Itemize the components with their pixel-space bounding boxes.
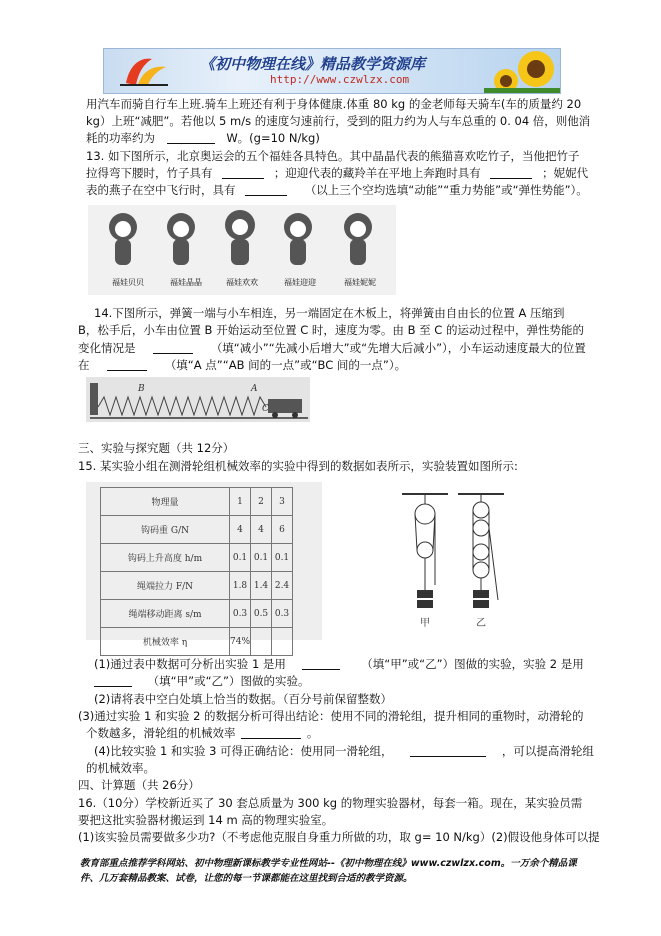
q16-line-1: 16.（10分）学校新近买了 30 套总质量为 300 kg 的物理实验器材，每套一箱。现在，某实验员需 xyxy=(78,796,583,810)
table-cell: 74% xyxy=(230,628,251,656)
q14-text-b: （填“减小”“先减小后增大”或“先增大后减小”），小车运动速度最大的位置 xyxy=(210,341,586,355)
q14-line-2: B，松手后，小车由位置 B 开始运动至位置 C 时，速度为零。由 B 至 C 的运动过程中，弹性势能的 xyxy=(78,323,584,337)
q13-blank-1[interactable] xyxy=(222,166,264,179)
fuwa-label-yingying: 福娃迎迎 xyxy=(284,278,316,287)
fuwa-figure xyxy=(88,205,396,295)
table-cell: 0.3 xyxy=(230,600,251,628)
table-row xyxy=(101,544,293,572)
spring-label-c: C xyxy=(262,404,269,414)
section-3-heading: 三、实验与探究题（共 12分） xyxy=(78,441,235,455)
q16-line-2: 要把这批实验器材搬运到 14 m 高的物理实验室。 xyxy=(78,813,334,827)
table-cell: 钩码重 G/N xyxy=(101,516,230,544)
fuwa-label-nini: 福娃妮妮 xyxy=(344,278,376,287)
banner-title: 《初中物理在线》精品教学资源库 xyxy=(200,55,426,73)
q12-text-a: 耗的功率约为 xyxy=(86,131,155,145)
table-cell[interactable] xyxy=(251,628,272,656)
q12-line-3 xyxy=(86,130,320,147)
table-cell: 钩码上升高度 h/m xyxy=(101,544,230,572)
q13-text-b: ；迎迎代表的藏羚羊在平地上奔跑时具有 xyxy=(273,166,481,180)
q15-p3-text-c: 。 xyxy=(306,726,319,740)
q15-p1-text-b: （填“甲”或“乙”）图做的实验，实验 2 是用 xyxy=(361,657,584,671)
q15-intro: 15. 某实验小组在测滑轮组机械效率的实验中得到的数据如表所示，实验装置如图所示: xyxy=(78,459,518,473)
q14-text-a: 变化情况是 xyxy=(78,341,136,355)
spring-label-b: B xyxy=(138,384,145,394)
q15-blank-3[interactable] xyxy=(241,726,301,739)
q15-part-2: (2)请将表中空白处填上恰当的数据。（百分号前保留整数） xyxy=(94,692,393,706)
q15-p4-text-b: ，可以提高滑轮组 xyxy=(501,744,594,758)
q12-line-1: 用汽车而骑自行车上班.骑车上班还有利于身体健康.体重 80 kg 的金老师每天骑车(车的质量约 20 xyxy=(86,97,582,111)
table-row xyxy=(101,488,293,516)
table-cell: 绳端移动距离 s/m xyxy=(101,600,230,628)
q13-text-d: 表的燕子在空中飞行时，具有 xyxy=(86,183,236,197)
table-row xyxy=(101,572,293,600)
banner-url: http://www.czwlzx.com xyxy=(270,73,410,86)
q15-part-4-line-1 xyxy=(94,743,594,760)
table-cell: 2.4 xyxy=(272,572,293,600)
table-cell: 绳端拉力 F/N xyxy=(101,572,230,600)
fuwa-mascots-illustration xyxy=(88,205,396,275)
q15-blank-1[interactable] xyxy=(302,657,340,670)
q15-p4-text-a: (4)比较实验 1 和实验 3 可得正确结论：使用同一滑轮组， xyxy=(94,744,393,758)
table-row xyxy=(101,600,293,628)
q14-text-d: （填“A 点”“AB 间的一点”或“BC 间的一点”）。 xyxy=(164,358,407,372)
table-cell: 4 xyxy=(230,516,251,544)
q15-part-4-line-2: 的机械效率。 xyxy=(86,761,155,775)
spring-cart-figure xyxy=(86,377,310,422)
q14-line-1: 14.下图所示，弹簧一端与小车相连，另一端固定在木板上，将弹簧由自由长的位置 A 压缩到 xyxy=(94,306,565,320)
q15-blank-4[interactable] xyxy=(410,744,486,757)
q14-line-3 xyxy=(78,340,586,357)
q15-part-1-line-1 xyxy=(94,656,584,673)
q15-p1-text-c: （填“甲”或“乙”）图做的实验。 xyxy=(147,674,310,688)
q13-line-2 xyxy=(86,165,588,182)
section-4-heading: 四、计算题（共 26分） xyxy=(78,778,200,792)
table-cell: 1.4 xyxy=(251,572,272,600)
table-cell: 2 xyxy=(251,488,272,516)
q14-line-4 xyxy=(78,357,406,374)
table-cell: 物理量 xyxy=(101,488,230,516)
fuwa-label-beibei: 福娃贝贝 xyxy=(112,278,144,287)
table-cell: 0.1 xyxy=(251,544,272,572)
pulley-label-jia: 甲 xyxy=(420,618,430,629)
table-cell: 3 xyxy=(272,488,293,516)
q15-data-table xyxy=(100,487,293,656)
q14-blank-2[interactable] xyxy=(107,358,147,371)
table-cell: 1 xyxy=(230,488,251,516)
table-row xyxy=(101,628,293,656)
footer-line-1: 教育部重点推荐学科网站、初中物理新课标教学专业性网站--《初中物理在线》www.czwlzx.com。一万余个精品课 xyxy=(80,858,577,869)
q13-blank-2[interactable] xyxy=(490,166,532,179)
table-cell[interactable] xyxy=(272,628,293,656)
table-row xyxy=(101,516,293,544)
q12-text-b: W。(g=10 N/kg) xyxy=(226,131,320,145)
fuwa-label-huanhuan: 福娃欢欢 xyxy=(226,278,258,287)
footer-line-2: 件、几万套精品教案、试卷，让您的每一节课都能在这里找到合适的教学资源。 xyxy=(80,873,413,884)
table-cell: 0.1 xyxy=(230,544,251,572)
q15-part-3-line-2 xyxy=(86,725,318,742)
q16-line-3: (1)该实验员需要做多少功?（不考虑他克服自身重力所做的功，取 g= 10 N/kg）(2)假设他身体可以提 xyxy=(78,830,600,844)
table-cell: 6 xyxy=(272,516,293,544)
sunflower-icon xyxy=(484,48,560,94)
q13-text-c: ；妮妮代 xyxy=(542,166,589,180)
q14-blank-1[interactable] xyxy=(153,341,193,354)
spring-cart-illustration xyxy=(86,377,310,422)
pulley-label-yi: 乙 xyxy=(476,618,486,629)
q15-p3-text-b: 个数越多，滑轮组的机械效率 xyxy=(86,726,236,740)
logo-icon xyxy=(112,53,182,89)
fuwa-label-jingjing: 福娃晶晶 xyxy=(170,278,202,287)
q12-line-2: kg）上班“减肥”。若他以 5 m/s 的速度匀速前行，受到的阻力约为人与车总重的 0. 04 倍，则他消 xyxy=(86,114,591,128)
q13-text-e: （以上三个空均选填“动能”“重力势能”或“弹性势能”）。 xyxy=(304,183,588,197)
q15-p1-text-a: (1)通过表中数据可分析出实验 1 是用 xyxy=(94,657,286,671)
q15-blank-2[interactable] xyxy=(94,674,132,687)
pulley-figure xyxy=(398,490,508,640)
header-banner xyxy=(103,48,561,94)
table-cell: 1.8 xyxy=(230,572,251,600)
q15-part-1-line-2 xyxy=(94,673,310,690)
spring-label-a: A xyxy=(251,384,258,394)
pulley-systems-illustration xyxy=(398,490,508,640)
q13-text-a: 拉得弯下腰时，竹子具有 xyxy=(86,166,213,180)
table-cell: 0.5 xyxy=(251,600,272,628)
q13-blank-3[interactable] xyxy=(245,183,287,196)
table-cell: 0.3 xyxy=(272,600,293,628)
table-cell: 机械效率 η xyxy=(101,628,230,656)
q15-part-3-line-1: (3)通过实验 1 和实验 2 的数据分析可得出结论：使用不同的滑轮组，提升相同的重物时，动滑轮的 xyxy=(78,709,584,723)
q12-answer-blank[interactable] xyxy=(167,131,215,144)
q13-line-3 xyxy=(86,182,588,199)
table-cell: 0.1 xyxy=(272,544,293,572)
q13-line-1: 13. 如下图所示，北京奥运会的五个福娃各具特色。其中晶晶代表的熊猫喜欢吃竹子，当他把竹子 xyxy=(86,149,580,163)
table-cell: 4 xyxy=(251,516,272,544)
q14-text-c: 在 xyxy=(78,358,90,372)
